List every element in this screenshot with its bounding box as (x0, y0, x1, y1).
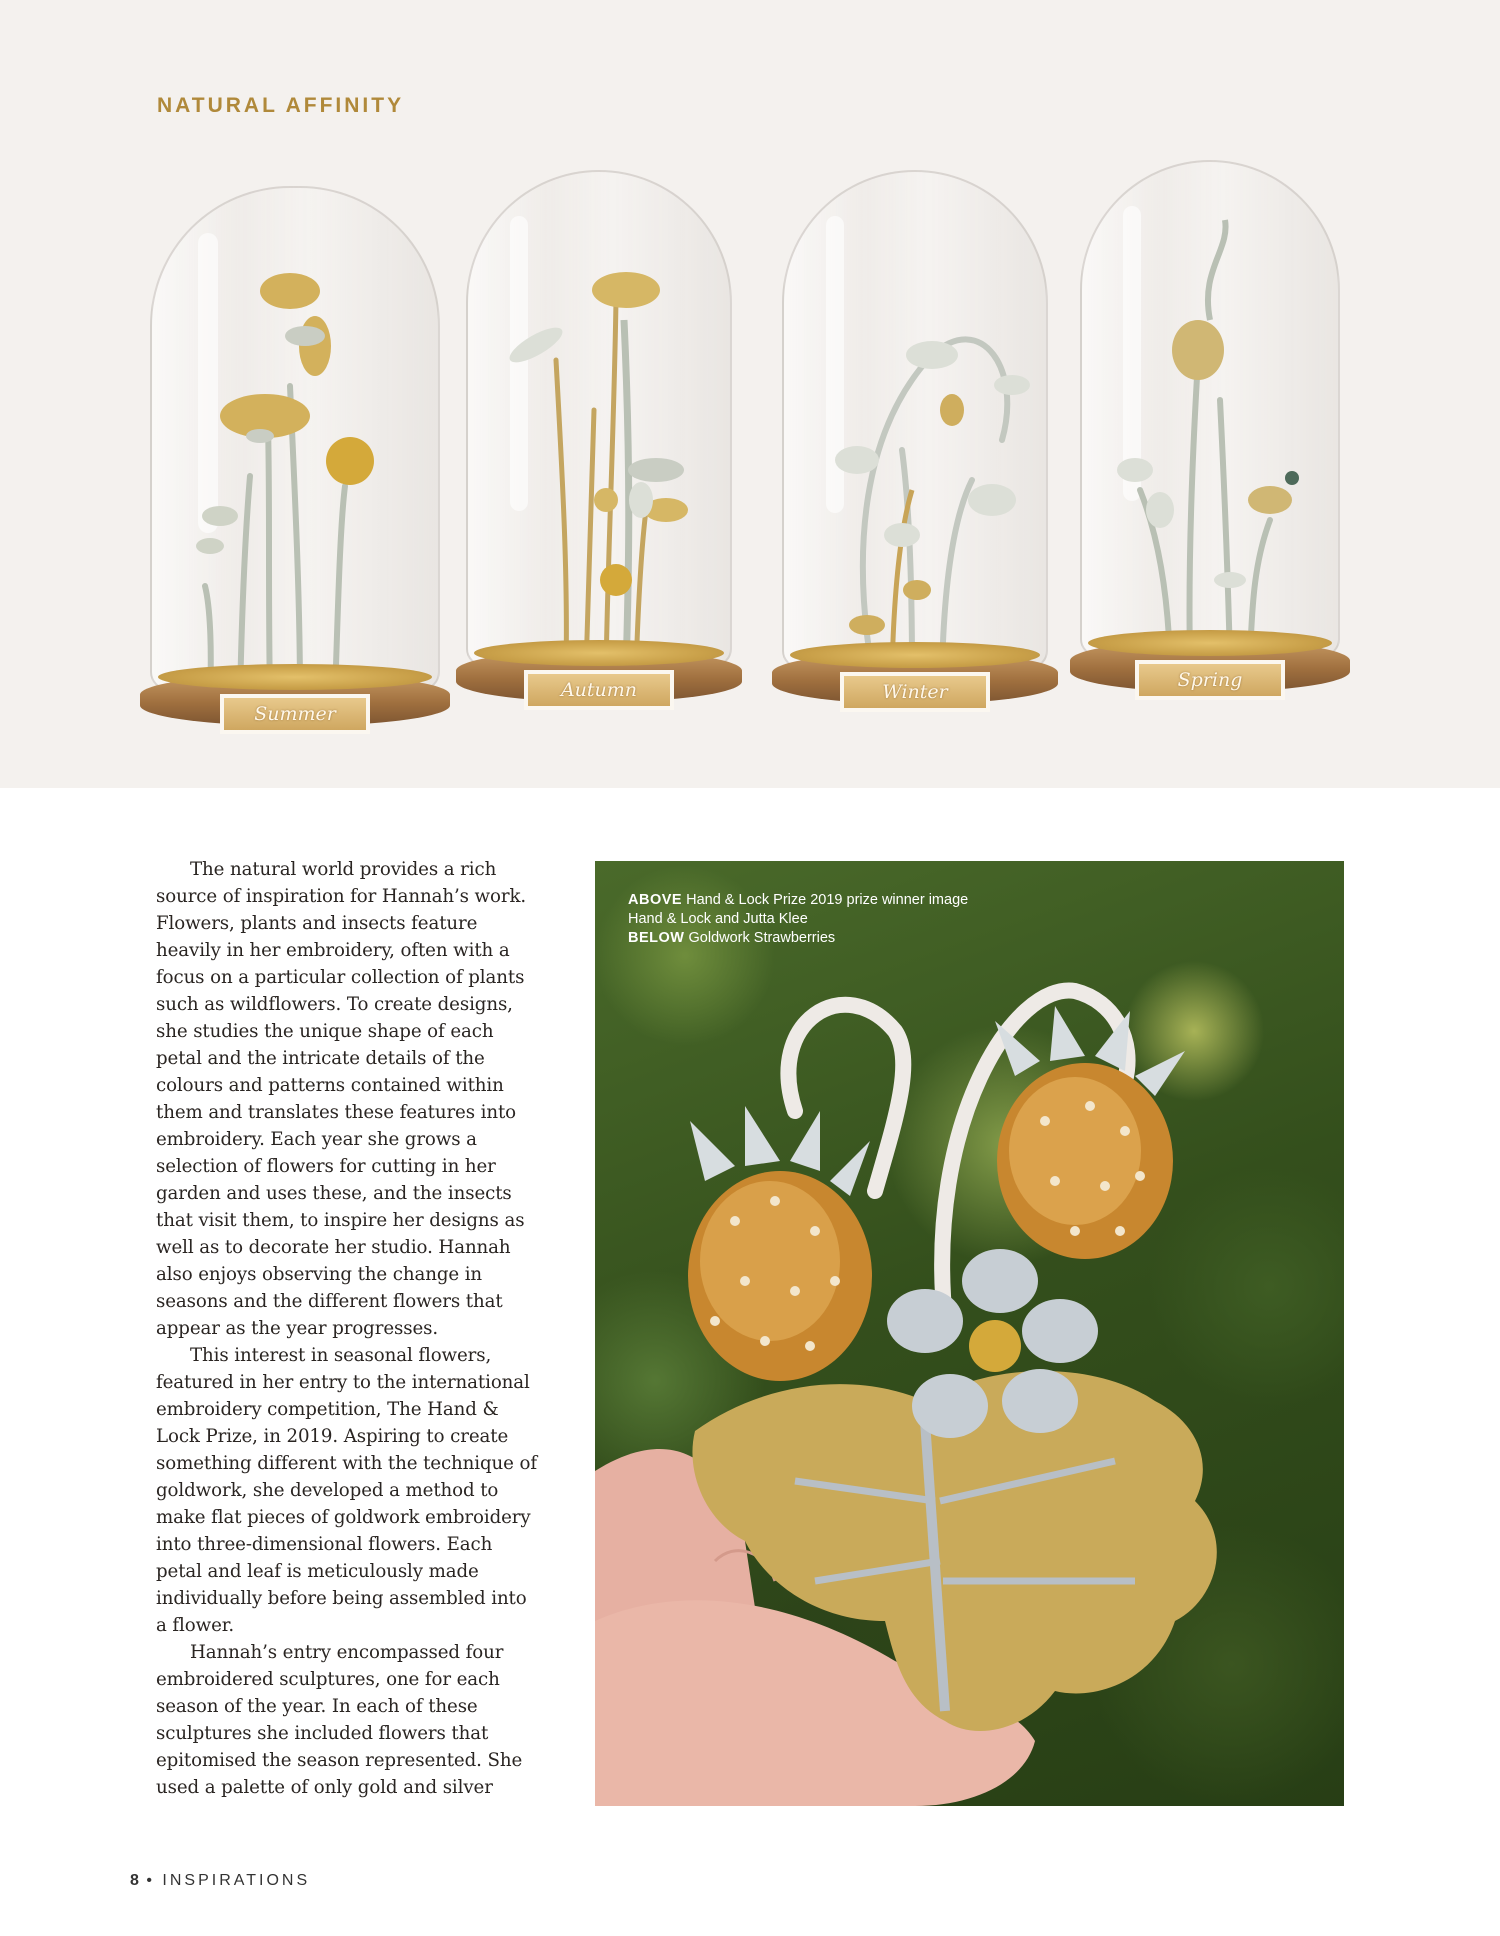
season-label-plate: Summer (220, 694, 370, 734)
bell-jar-autumn (466, 170, 732, 710)
caption-above-text: Hand & Lock Prize 2019 prize winner image Hand & Lock and Jutta Klee (628, 892, 969, 927)
gold-gravel (474, 640, 724, 666)
strawberries-photo (595, 861, 1344, 1806)
season-label-plate: Winter (840, 672, 990, 712)
caption-below-tag: BELOW (628, 930, 685, 946)
bell-jar-summer (150, 186, 440, 734)
flower-arrangement-illustration (150, 186, 440, 734)
bell-jar-spring (1080, 160, 1340, 700)
page-number: 8 (130, 1872, 139, 1889)
flower-arrangement-illustration (1080, 160, 1340, 700)
season-label-plate: Autumn (524, 670, 674, 710)
article-body (156, 856, 538, 1801)
paragraph: This interest in seasonal flowers, featured in her entry to the international embroidery competition, The Hand & Lock Prize, in 2019. Aspiring to create something different with the technique of goldwork, she developed a method to make flat pieces of goldwork embroidery into three-dimensional flowers. Each petal and leaf is meticulously made individually before being assembled into a flower. (156, 1345, 537, 1636)
flower-arrangement-illustration (782, 170, 1048, 712)
footer-separator: • (146, 1872, 155, 1889)
section-label: NATURAL AFFINITY (157, 94, 405, 117)
photo-caption (628, 891, 988, 948)
season-label-plate: Spring (1135, 660, 1285, 700)
magazine-name: INSPIRATIONS (162, 1872, 311, 1889)
caption-below-text: Goldwork Strawberries (688, 930, 836, 946)
flower-arrangement-illustration (466, 170, 732, 710)
page-footer (130, 1872, 310, 1890)
goldwork-strawberries-illustration (595, 861, 1344, 1806)
gold-gravel (1088, 630, 1332, 656)
bell-jar-winter (782, 170, 1048, 712)
paragraph: The natural world provides a rich source of inspiration for Hannah’s work. Flowers, plants and insects feature heavily in her embroidery, often with a focus on a particular collection of plants such as wildflowers. To create designs, she studies the unique shape of each petal and the intricate details of the colours and patterns contained within them and translates these features into embroidery. Each year she grows a selection of flowers for cutting in her garden and uses these, and the insects that visit them, to inspire her designs as well as to decorate her studio. Hannah also enjoys observing the change in seasons and the different flowers that appear as the year progresses. (156, 859, 527, 1339)
gold-gravel (790, 642, 1040, 668)
paragraph: Hannah’s entry encompassed four embroidered sculptures, one for each season of the year. In each of these sculptures she included flowers that epitomised the season represented. She used a palette of only gold and silver (156, 1642, 523, 1798)
caption-above-tag: ABOVE (628, 892, 683, 908)
gold-gravel (158, 664, 432, 690)
